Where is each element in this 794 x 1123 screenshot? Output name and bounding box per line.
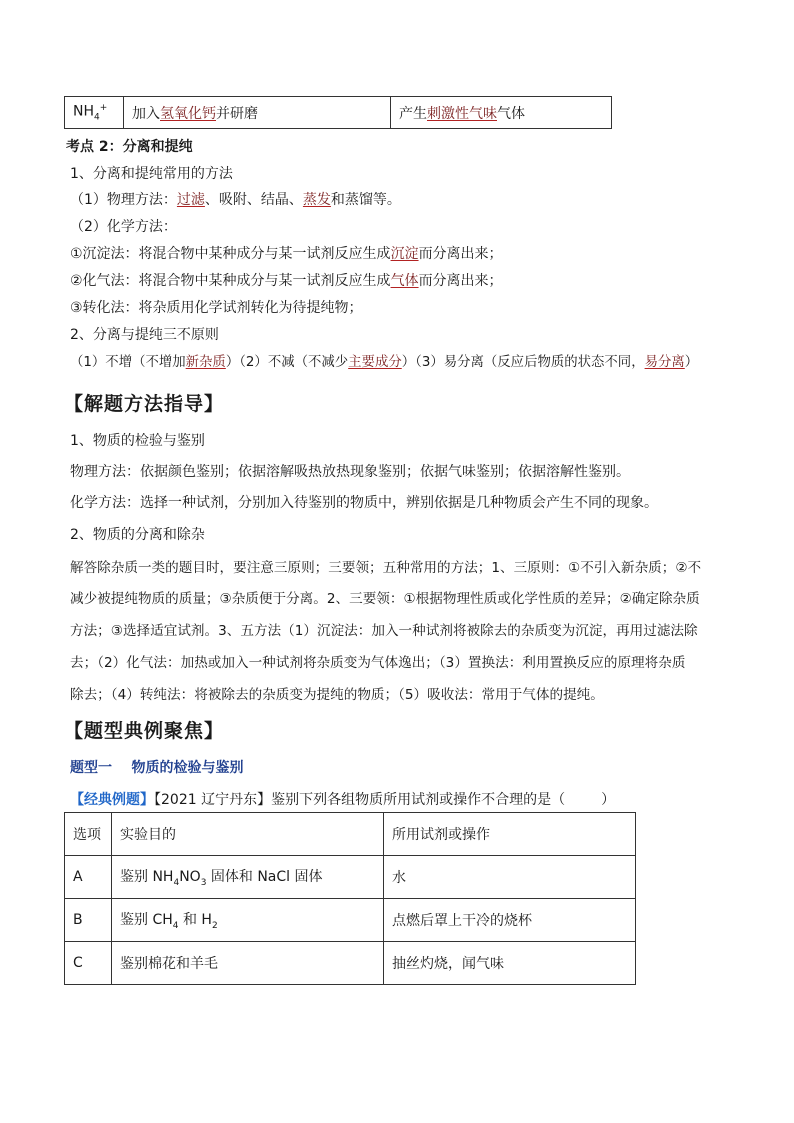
kaodian-line-3: （2）化学方法： (70, 219, 177, 235)
row-b-sub2: 2 (211, 920, 218, 931)
kaodian-line-8 (70, 351, 698, 370)
l8-d: ） (684, 355, 699, 370)
row-b-aim-mid: 和 H (178, 912, 212, 929)
table-row (65, 899, 636, 942)
method-post: 并研磨 (216, 105, 258, 122)
question-text: 【2021 辽宁丹东】鉴别下列各组物质所用试剂或操作不合理的是（ (154, 792, 566, 808)
l8-c: ）（3）易分离（反应后物质的状态不同， (401, 355, 645, 370)
l5-link[interactable]: 气体 (390, 273, 419, 289)
table-row (65, 942, 636, 985)
l2-mid: 、吸附、结晶、 (204, 192, 303, 208)
question-end: ） (601, 792, 616, 808)
row-c-aim: 鉴别棉花和羊毛 (112, 942, 384, 985)
l8-link-easy-separate[interactable]: 易分离 (644, 355, 685, 370)
l5-post: 而分离出来； (418, 273, 503, 289)
header-operation: 所用试剂或操作 (384, 813, 636, 856)
l5-pre: ②化气法：将混合物中某种成分与某一试剂反应生成 (70, 273, 391, 289)
l8-b: ）（2）不减（不减少 (225, 355, 349, 370)
row-a-aim-post: 固体和 NaCl 固体 (206, 869, 323, 886)
guide-p5-line2: 减少被提纯物质的质量；③杂质便于分离。2、三要领：①根据物理性质或化学性质的差异；②确定除杂质 (70, 591, 700, 607)
row-a-aim-pre: 鉴别 NH (120, 869, 174, 886)
row-a-aim-mid: NO (179, 869, 201, 886)
result-link-2[interactable]: 气味 (469, 105, 497, 122)
l2-link-evaporate[interactable]: 蒸发 (302, 192, 331, 208)
row-b-option: B (65, 899, 112, 942)
kaodian-line-2 (70, 189, 401, 209)
l8-link-main-component[interactable]: 主要成分 (348, 355, 402, 370)
kaodian-title: 考点 2：分离和提纯 (66, 139, 193, 155)
classic-example-tag: 【经典例题】 (70, 792, 154, 808)
table-row (65, 856, 636, 899)
guide-p3: 化学方法：选择一种试剂，分别加入待鉴别的物质中，辨别依据是几种物质会产生不同的现象。 (70, 495, 658, 511)
row-a-option: A (65, 856, 112, 899)
table-header-row (65, 813, 636, 856)
result-pre: 产生 (399, 105, 427, 122)
header-aim: 实验目的 (112, 813, 384, 856)
row-a-sub1: 4 (173, 877, 180, 888)
ion-cell (65, 97, 124, 129)
ion-test-table (64, 96, 612, 129)
row-a-aim (112, 856, 384, 899)
guide-p5-line3: 方法；③选择适宜试剂。3、五方法（1）沉淀法：加入一种试剂将被除去的杂质变为沉淀，再用过滤法除 (70, 623, 698, 639)
guide-p5-line1: 解答除杂质一类的题目时，要注意三原则；三要领；五种常用的方法；1、三原则：①不引入新杂质；②不 (70, 560, 702, 576)
l8-link-new-impurity[interactable]: 新杂质 (185, 355, 226, 370)
ion-sub: 4 (94, 112, 100, 123)
example-question (70, 789, 615, 809)
row-c-operation: 抽丝灼烧，闻气味 (384, 942, 636, 985)
l8-a: （1）不增（不增加 (70, 355, 186, 370)
header-option: 选项 (65, 813, 112, 856)
guide-p1: 1、物质的检验与鉴别 (70, 433, 205, 449)
ion-sup: + (99, 102, 108, 113)
result-cell (391, 97, 612, 129)
l4-pre: ①沉淀法：将混合物中某种成分与某一试剂反应生成 (70, 246, 391, 262)
method-pre: 加入 (132, 105, 160, 122)
row-a-sub2: 3 (200, 877, 207, 888)
guide-p2: 物理方法：依据颜色鉴别；依据溶解吸热放热现象鉴别；依据气味鉴别；依据溶解性鉴别。 (70, 464, 630, 480)
method-link[interactable]: 氢氧化钙 (160, 105, 216, 122)
l4-link[interactable]: 沉淀 (390, 246, 419, 262)
row-c-option: C (65, 942, 112, 985)
row-a-operation: 水 (384, 856, 636, 899)
type1-heading: 题型一 物质的检验与鉴别 (70, 760, 244, 776)
row-b-aim (112, 899, 384, 942)
row-b-aim-pre: 鉴别 CH (120, 912, 173, 929)
l4-post: 而分离出来； (418, 246, 503, 262)
focus-title: 【题型典例聚焦】 (64, 720, 225, 742)
kaodian-line-6: ③转化法：将杂质用化学试剂转化为待提纯物； (70, 300, 363, 316)
ion-text: NH (73, 103, 94, 120)
result-post: 气体 (497, 105, 525, 122)
l2-link-filter[interactable]: 过滤 (176, 192, 205, 208)
l2-post: 和蒸馏等。 (330, 192, 401, 208)
kaodian-line-5 (70, 270, 503, 290)
result-link-1[interactable]: 刺激性 (427, 105, 469, 122)
guide-title: 【解题方法指导】 (64, 393, 225, 415)
guide-p5-line5: 除去；（4）转纯法：将被除去的杂质变为提纯的物质；（5）吸收法：常用于气体的提纯。 (70, 687, 604, 703)
guide-p4: 2、物质的分离和除杂 (70, 527, 205, 543)
kaodian-line-7: 2、分离与提纯三不原则 (70, 327, 219, 343)
row-b-sub1: 4 (172, 920, 179, 931)
row-b-operation: 点燃后罩上干冷的烧杯 (384, 899, 636, 942)
method-cell (124, 97, 391, 129)
example-table (64, 812, 636, 985)
kaodian-line-1: 1、分离和提纯常用的方法 (70, 166, 233, 182)
guide-p5-line4: 去；（2）化气法：加热或加入一种试剂将杂质变为气体逸出；（3）置换法：利用置换反应的原理将杂质 (70, 655, 686, 671)
kaodian-line-4 (70, 243, 503, 263)
l2-pre: （1）物理方法： (70, 192, 177, 208)
